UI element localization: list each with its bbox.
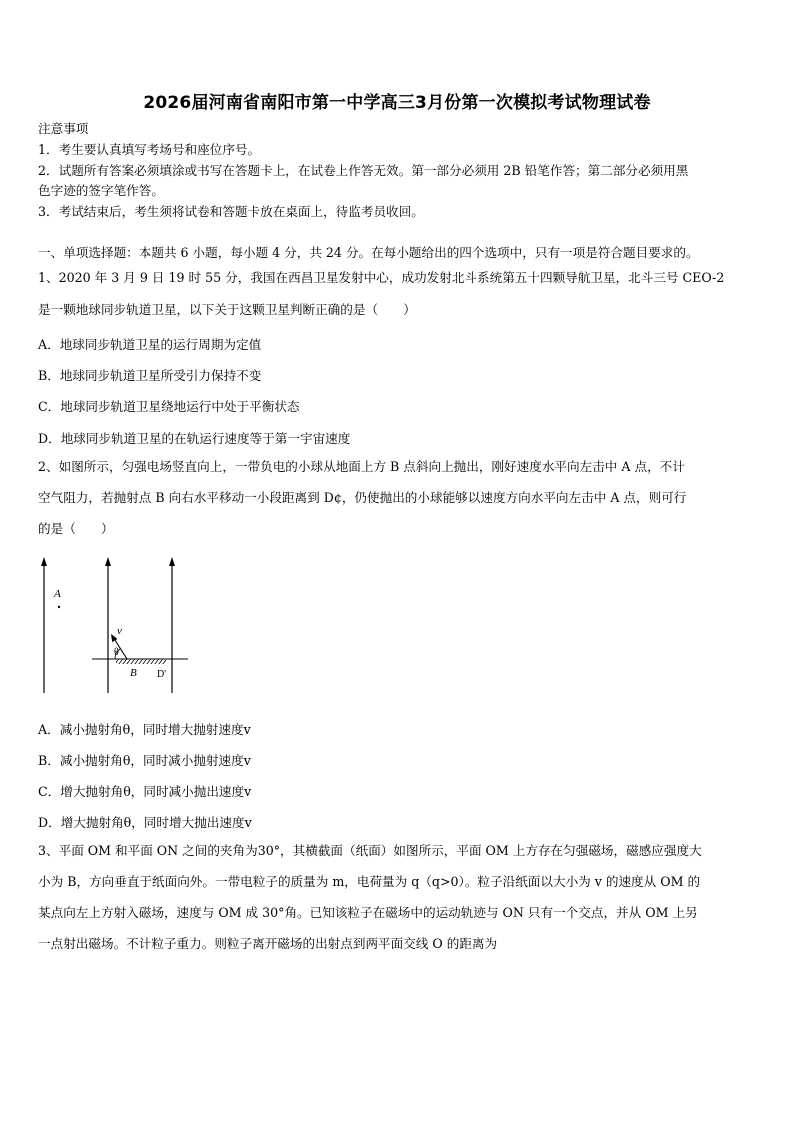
q1-stem-line1: 1、2020 年 3 月 9 日 19 时 55 分，我国在西昌卫星发射中心，成功发射北斗系统第五十四颗导航卫星，北斗三号 CEO-2 xyxy=(38,270,725,285)
q2-figure xyxy=(30,555,200,700)
q1-option-b: B．地球同步轨道卫星所受引力保持不变 xyxy=(38,368,262,383)
label-v: v xyxy=(117,625,122,637)
page-title: 2026届河南省南阳市第一中学高三3月份第一次模拟考试物理试卷 xyxy=(143,93,651,113)
ground-hatch xyxy=(116,659,166,664)
q3-stem-line1: 3、平面 OM 和平面 ON 之间的夹角为30°，其横截面（纸面）如图所示，平面 OM 上方存在匀强磁场，磁感应强度大 xyxy=(38,843,702,858)
field-lines xyxy=(41,557,175,693)
q2-stem-line2: 空气阻力，若抛射点 B 向右水平移动一小段距离到 D¢，仍使抛出的小球能够以速度方向水平向左击中 A 点，则可行 xyxy=(38,490,687,505)
q3-stem-line3: 某点向左上方射入磁场，速度与 OM 成 30°角。已知该粒子在磁场中的运动轨迹与 ON 只有一个交点，并从 OM 上另 xyxy=(38,905,698,920)
label-d-prime: D' xyxy=(157,669,167,680)
q2-option-d: D．增大抛射角θ，同时增大抛出速度v xyxy=(38,815,252,830)
q3-stem-line2: 小为 B，方向垂直于纸面向外。一带电粒子的质量为 m，电荷量为 q（q>0）。粒子沿纸面以大小为 v 的速度从 OM 的 xyxy=(38,874,701,889)
label-b: B xyxy=(130,667,137,679)
notice-item-1: 1．考生要认真填写考场号和座位序号。 xyxy=(38,142,261,157)
q1-option-c: C．地球同步轨道卫星绕地运行中处于平衡状态 xyxy=(38,399,300,414)
field-arrow-right xyxy=(169,557,175,566)
q2-stem-line1: 2、如图所示，匀强电场竖直向上，一带负电的小球从地面上方 B 点斜向上抛出，刚好速度水平向左击中 A 点，不计 xyxy=(38,459,685,474)
label-theta: θ xyxy=(114,647,119,658)
q2-option-b: B．减小抛射角θ，同时减小抛射速度v xyxy=(38,753,251,768)
notice-item-2: 2．试题所有答案必须填涂或书写在答题卡上，在试卷上作答无效。第一部分必须用 2B 铅笔作答；第二部分必须用黑 xyxy=(38,163,689,178)
point-a xyxy=(58,606,60,608)
q2-option-a: A．减小抛射角θ，同时增大抛射速度v xyxy=(38,722,251,737)
field-arrow-left xyxy=(41,557,47,566)
q2-option-c: C．增大抛射角θ，同时减小抛出速度v xyxy=(38,784,252,799)
q1-stem-line2: 是一颗地球同步轨道卫星，以下关于这颗卫星判断正确的是（ ） xyxy=(38,302,416,317)
field-arrow-mid xyxy=(105,557,111,566)
q1-option-d: D．地球同步轨道卫星的在轨运行速度等于第一宇宙速度 xyxy=(38,431,351,446)
section-header: 一、单项选择题：本题共 6 小题，每小题 4 分，共 24 分。在每小题给出的四个选项中，只有一项是符合题目要求的。 xyxy=(38,245,699,260)
label-a: A xyxy=(54,588,61,600)
q2-stem-line3: 的是（ ） xyxy=(38,521,114,536)
notice-item-2-cont: 色字迹的签字笔作答。 xyxy=(38,183,164,198)
notice-item-3: 3．考试结束后，考生须将试卷和答题卡放在桌面上，待监考员收回。 xyxy=(38,204,424,219)
q1-option-a: A．地球同步轨道卫星的运行周期为定值 xyxy=(38,337,262,352)
notice-heading: 注意事项 xyxy=(38,121,89,136)
q3-stem-line4: 一点射出磁场。不计粒子重力。则粒子离开磁场的出射点到两平面交线 O 的距离为 xyxy=(38,936,498,951)
